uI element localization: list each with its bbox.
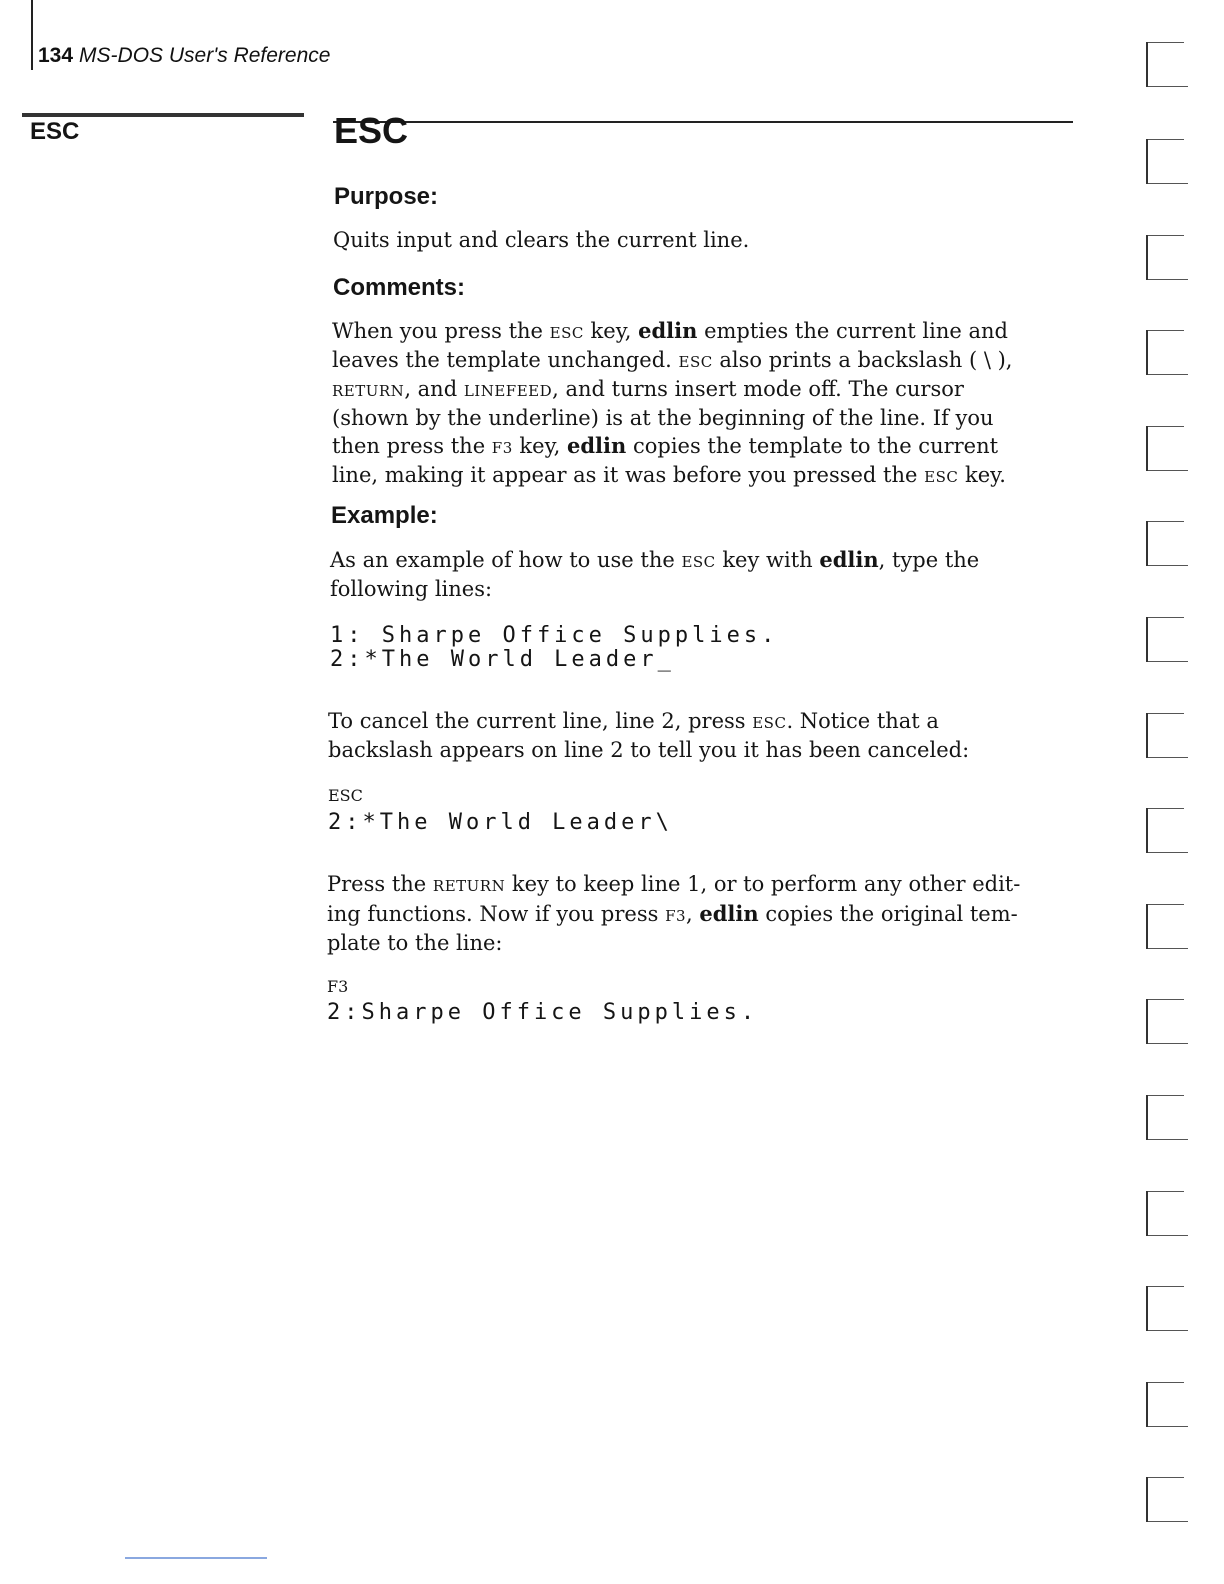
code-line: 1: Sharpe Office Supplies. [330,623,779,648]
thumb-tab-marker [1146,1382,1188,1427]
header-margin-rule [31,0,33,70]
keystroke-f3: F3 [327,977,349,996]
example-intro [330,546,1050,603]
thumb-tab-marker [1146,235,1188,280]
text-run: empties the current line and [697,319,1008,343]
press-paragraph [327,871,1047,957]
thumb-tab-marker [1146,330,1188,375]
comments-line-6 [332,462,1052,491]
example-heading: Example: [331,502,438,529]
text-run: , [686,902,700,926]
text-run: also prints a backslash ( \ ), [712,348,1013,372]
running-header [38,44,330,68]
command-edlin: edlin [819,547,879,572]
text-run: As an example of how to use the [330,548,682,572]
press-line-2 [327,900,1047,930]
code-line: 2:*The World Leader_ [330,647,675,672]
comments-line-3 [332,376,1052,405]
text-run: , and [404,377,464,401]
thumb-tab-marker [1146,42,1188,87]
press-line-1 [327,871,1047,900]
text-run: key to keep line 1, or to perform any other edit- [505,872,1021,896]
key-esc: ESC [924,468,959,486]
key-f3: F3 [665,907,687,925]
key-f3: F3 [491,439,513,457]
command-edlin: edlin [638,318,698,343]
command-edlin: edlin [567,433,627,458]
text-run: key with [715,548,820,572]
comments-paragraph [332,317,1052,491]
thumb-tab-marker [1146,713,1188,758]
key-return: RETURN [332,382,405,400]
text-run: ing functions. Now if you press [327,902,666,926]
code-block-3 [327,1001,758,1025]
purpose-line: Quits input and clears the current line. [333,228,750,252]
section-title-rule [333,121,1073,123]
side-label: ESC [30,118,80,145]
text-run: , type the [878,548,980,572]
cancel-line-1 [328,708,1048,737]
text-run: When you press the [332,319,550,343]
text-run: Press the [327,872,433,896]
comments-line-2 [332,347,1052,376]
code-line: 2:*The World Leader\ [328,810,673,835]
text-run: copies the original tem- [758,902,1018,926]
text-run: , and turns insert mode off. The cursor [552,377,964,401]
key-esc: ESC [549,324,584,342]
comments-line-4 [332,405,1052,432]
cancel-line-2 [328,737,1048,764]
command-edlin: edlin [699,901,759,926]
code-line: 2:Sharpe Office Supplies. [327,1000,759,1025]
example-intro-line-2 [330,576,1050,603]
comments-line-1 [332,317,1052,347]
thumb-tab-marker [1146,521,1188,566]
footer-rule [125,1557,267,1559]
section-title: ESC [334,110,409,151]
thumb-tab-marker [1146,617,1188,662]
key-esc: ESC [752,714,787,732]
thumb-tab-marker [1146,808,1188,853]
thumb-tab-marker [1146,1286,1188,1331]
text-run: To cancel the current line, line 2, press [328,709,753,733]
text-run: backslash appears on line 2 to tell you it has been canceled: [328,738,970,762]
text-run: copies the template to the current [626,434,999,458]
thumb-tab-marker [1146,426,1188,471]
text-run: line, making it appear as it was before you pressed the [332,463,925,487]
cancel-paragraph [328,708,1048,764]
thumb-tab-marker [1146,1095,1188,1140]
thumb-tab-marker [1146,1191,1188,1236]
comments-heading: Comments: [333,274,466,301]
keystroke-esc: ESC [328,786,363,805]
key-linefeed: LINEFEED [463,382,553,400]
press-line-3 [327,930,1047,957]
page-number: 134 [38,44,74,67]
thumb-tab-marker [1146,139,1188,184]
text-run: following lines: [330,577,493,601]
book-title: MS-DOS User's Reference [79,44,331,67]
text-run: (shown by the underline) is at the beginning of the line. If you [332,406,994,430]
thumb-tab-marker [1146,999,1188,1044]
text-run: key, [512,434,568,458]
code-block-2 [328,811,673,835]
text-run: key, [583,319,639,343]
key-esc: ESC [681,553,716,571]
text-run: leaves the template unchanged. [332,348,679,372]
example-intro-line-1 [330,546,1050,576]
purpose-heading: Purpose: [334,183,439,210]
comments-line-5 [332,432,1052,462]
text-run: key. [958,463,1006,487]
side-heading-rule [22,113,304,117]
text-run: . Notice that a [786,709,939,733]
key-esc: ESC [678,353,713,371]
thumb-tab-marker [1146,904,1188,949]
purpose-text [333,227,1053,254]
text-run: plate to the line: [327,931,503,955]
code-block-1 [330,624,778,672]
thumb-tab-marker [1146,1477,1188,1522]
key-return: RETURN [432,877,506,895]
text-run: then press the [332,434,492,458]
